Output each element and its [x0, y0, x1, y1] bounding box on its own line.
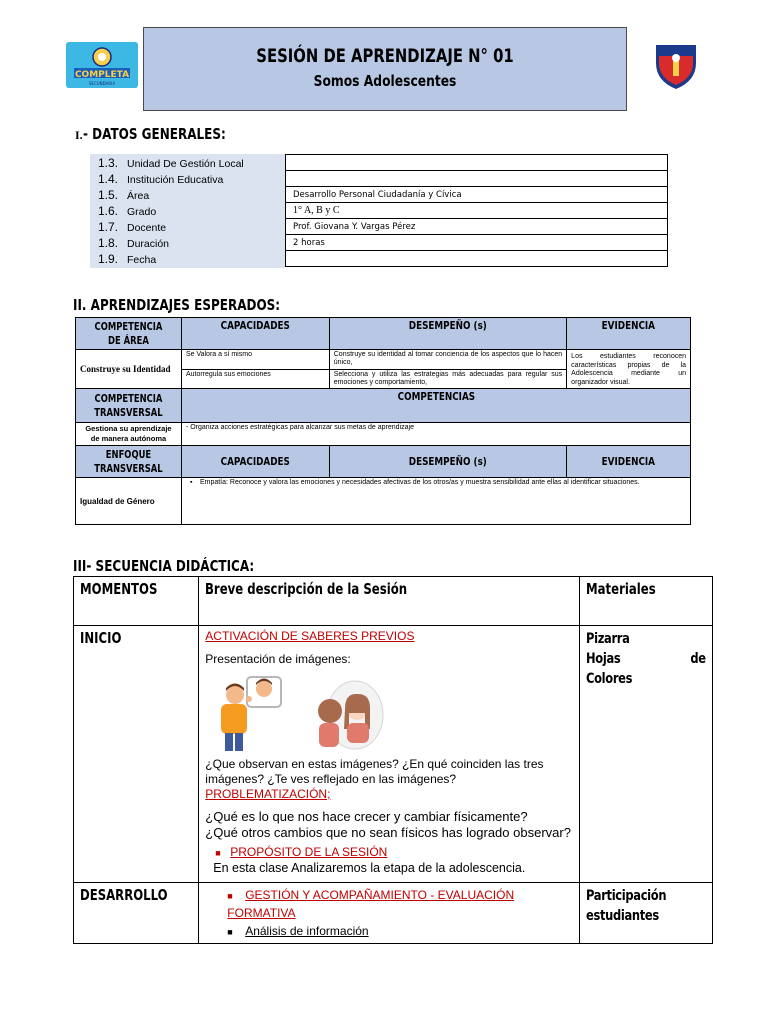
- proposito-title: PROPÓSITO DE LA SESIÓN: [230, 845, 388, 859]
- datos-row: [90, 187, 668, 203]
- inicio-materiales: [580, 626, 713, 883]
- datos-label: 1.4. Institución Educativa: [90, 171, 286, 187]
- enfoque-transversal: Igualdad de Género: [76, 478, 182, 525]
- activacion-title: ACTIVACIÓN DE SABERES PREVIOS: [205, 629, 415, 643]
- section-1-heading: I.- DATOS GENERALES:: [75, 125, 226, 143]
- session-subtitle: Somos Adolescentes: [313, 72, 457, 90]
- desarrollo-materiales: [580, 883, 713, 944]
- datos-value: 2 horas: [286, 235, 668, 251]
- header-materiales: Materiales: [580, 577, 713, 626]
- momento-inicio: INICIO: [74, 626, 199, 883]
- bullet-icon: ■: [215, 848, 221, 858]
- evidencia-text: Los estudiantes reconocen características propias de la Adolescencia mediante un organizador visual.: [567, 350, 691, 389]
- problematizacion-title: PROBLEMATIZACIÓN;: [205, 787, 331, 801]
- header-desempeno: DESEMPEÑO (s): [329, 318, 566, 350]
- datos-value: [286, 251, 668, 267]
- logo-left-text: COMPLETA: [74, 70, 130, 80]
- section-3-heading: III- SECUENCIA DIDÁCTICA:: [73, 557, 255, 575]
- material-colores: Colores: [586, 671, 633, 687]
- desarrollo-descripcion: [199, 883, 580, 944]
- header-evidencia-2: EVIDENCIA: [567, 446, 691, 478]
- proposito-item: [215, 843, 573, 861]
- momento-desarrollo: DESARROLLO: [74, 883, 199, 944]
- pregunta-2: ¿Qué otros cambios que no sean físicos has logrado observar?: [205, 825, 571, 840]
- desempeno-1: Construye su identidad al tomar conciencia de los aspectos que lo hacen único,: [329, 350, 566, 370]
- proposito-text: En esta clase Analizaremos la etapa de la adolescencia.: [213, 861, 526, 875]
- header-enfoque: ENFOQUE TRANSVERSAL: [76, 446, 182, 478]
- secuencia-table: [73, 576, 713, 944]
- bullet-icon: ▪: [189, 479, 193, 486]
- competencia-area: Construye su Identidad: [76, 350, 182, 389]
- header-competencias: COMPETENCIAS: [181, 389, 690, 423]
- capacidad-1: Se Valora a sí mismo: [181, 350, 329, 370]
- girl-mirror-image: [318, 681, 383, 749]
- datos-value: Prof. Giovana Y. Vargas Pérez: [286, 219, 668, 235]
- material-participacion: Participación estudiantes: [586, 888, 667, 924]
- analisis-item: [227, 922, 573, 940]
- school-shield-logo: [652, 41, 700, 91]
- pregunta-1: ¿Qué es lo que nos hace crecer y cambiar físicamente?: [205, 809, 528, 824]
- datos-generales-table: [90, 154, 668, 267]
- presentacion-text: Presentación de imágenes:: [205, 652, 351, 666]
- datos-value: [286, 155, 668, 171]
- datos-row: [90, 155, 668, 171]
- inicio-descripcion: [199, 626, 580, 883]
- competencia-transversal-desc: - Organiza acciones estratégicas para alcanzar sus metas de aprendizaje: [181, 423, 690, 446]
- bullet-icon: ■: [227, 891, 233, 901]
- aprendizajes-table: [75, 317, 691, 525]
- header-momentos: MOMENTOS: [74, 577, 199, 626]
- enfoque-desc-cell: [181, 478, 690, 525]
- datos-label: 1.9. Fecha: [90, 251, 286, 267]
- desempeno-2: Selecciona y utiliza las estrategias más adecuadas para regular sus emociones y comportamiento,: [329, 370, 566, 389]
- header-desempeno-2: DESEMPEÑO (s): [329, 446, 566, 478]
- gestion-item: [227, 886, 573, 922]
- datos-row: [90, 203, 668, 219]
- material-hojas-row: [586, 649, 706, 669]
- capacidad-2: Autorregula sus emociones: [181, 370, 329, 389]
- datos-row: [90, 219, 668, 235]
- material-hojas: Hojas: [586, 651, 621, 667]
- bullet-icon: ■: [227, 927, 233, 937]
- header-capacidades-2: CAPACIDADES: [181, 446, 329, 478]
- header-descripcion: Breve descripción de la Sesión: [199, 577, 580, 626]
- enfoque-desc: Empatía: Reconoce y valora las emociones y necesidades afectivas de los otros/as y muestra sensibilidad ante ellas al identificar situaciones.: [199, 479, 640, 486]
- material-de: de: [690, 651, 706, 667]
- session-title: SESIÓN DE APRENDIZAJE N° 01: [256, 45, 514, 67]
- header-competencia: COMPETENCIA DE ÁREA: [76, 318, 182, 350]
- datos-row: [90, 235, 668, 251]
- datos-value: Desarrollo Personal Ciudadanía y Cívica: [286, 187, 668, 203]
- datos-row: [90, 171, 668, 187]
- title-box: [143, 27, 627, 111]
- gestion-title: GESTIÓN Y ACOMPAÑAMIENTO - EVALUACIÓN FORMATIVA: [227, 888, 515, 920]
- datos-row: [90, 251, 668, 267]
- header-competencia-transversal: COMPETENCIA TRANSVERSAL: [76, 389, 182, 423]
- datos-value: 1° A, B y C: [286, 203, 668, 219]
- datos-label: 1.3. Unidad De Gestión Local: [90, 155, 286, 171]
- header-capacidades: CAPACIDADES: [181, 318, 329, 350]
- school-logo-left: [66, 42, 138, 88]
- logo-left-sub: SECUNDARIA: [88, 81, 116, 86]
- material-pizarra: Pizarra: [586, 631, 630, 647]
- datos-label: 1.7. Docente: [90, 219, 286, 235]
- images-area: [205, 671, 573, 755]
- header-evidencia: EVIDENCIA: [567, 318, 691, 350]
- boy-mirror-image: [221, 677, 281, 751]
- adolescent-images: [205, 671, 385, 755]
- datos-value: [286, 171, 668, 187]
- competencia-transversal: Gestiona su aprendizaje de manera autónoma: [76, 423, 182, 446]
- datos-label: 1.8. Duración: [90, 235, 286, 251]
- preguntas-text: ¿Que observan en estas imágenes? ¿En qué coinciden las tres imágenes? ¿Te ves reflejado en las imágenes?: [205, 757, 544, 786]
- analisis-title: Análisis de información: [245, 924, 369, 938]
- datos-label: 1.6. Grado: [90, 203, 286, 219]
- datos-label: 1.5. Área: [90, 187, 286, 203]
- section-2-heading: II. APRENDIZAJES ESPERADOS:: [73, 296, 281, 314]
